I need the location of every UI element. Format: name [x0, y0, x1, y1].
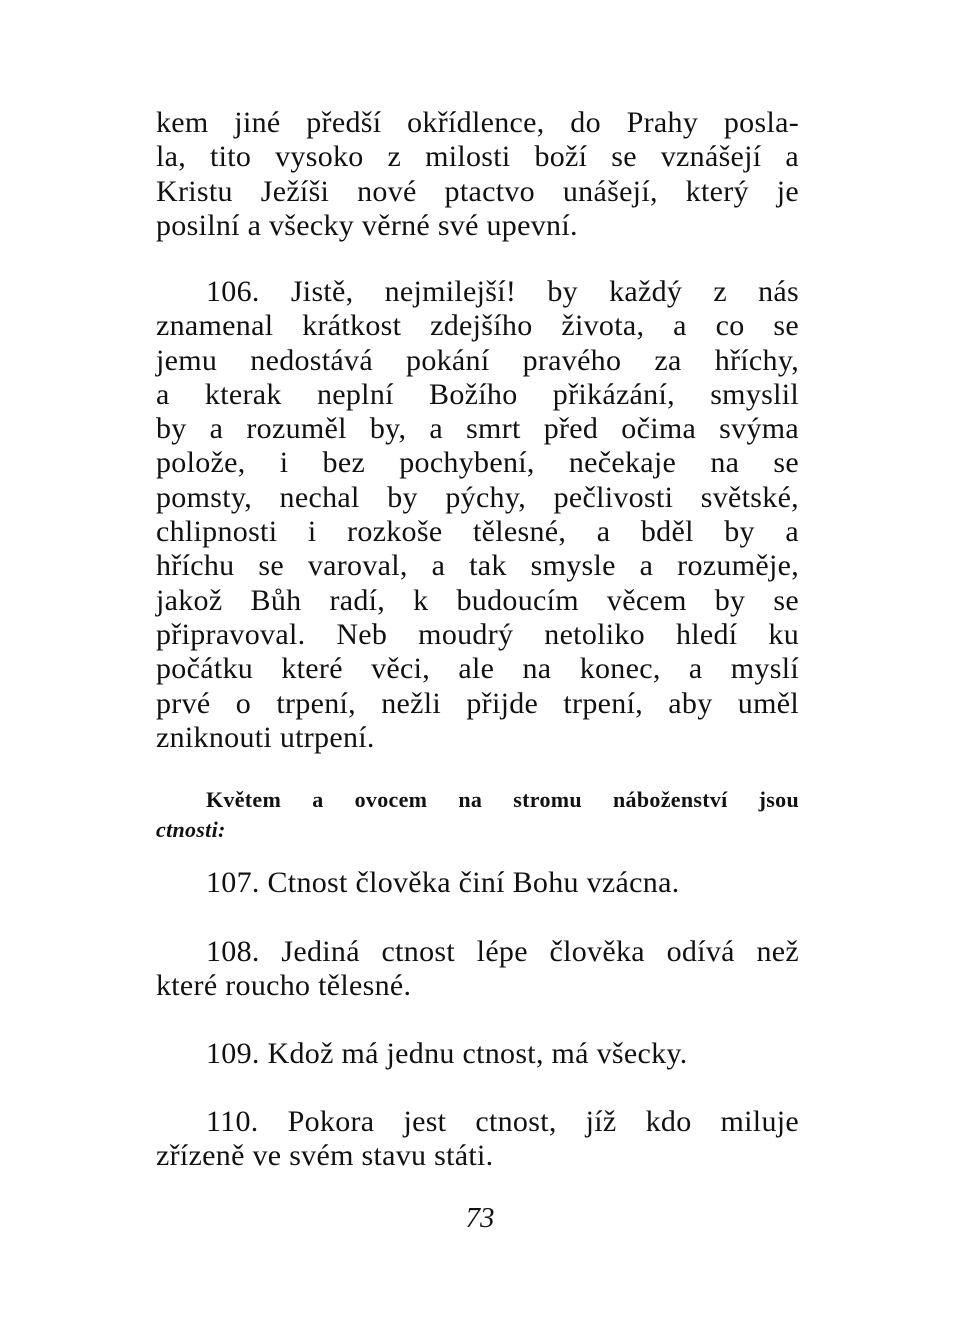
heading-line: Květem a ovocem na stromu náboženství jsou — [206, 787, 799, 812]
heading-line-italic: ctnosti: — [156, 817, 226, 842]
text-line: polože, i bez pochybení, nečekaje na se — [156, 446, 799, 480]
text-line: 110. Pokora jest ctnost, jíž kdo miluje — [206, 1105, 799, 1138]
paragraph-110 — [156, 1105, 799, 1174]
text-line: a kterak neplní Božího přikázání, smyslil — [156, 377, 799, 411]
section-heading — [156, 785, 799, 845]
opening-paragraph — [156, 106, 799, 243]
text-line: 108. Jediná ctnost lépe člověka odívá než — [206, 935, 799, 968]
text-line: 106. Jistě, nejmilejší! by každý z nás — [206, 275, 799, 308]
paragraph-107 — [156, 866, 799, 900]
text-line: 109. Kdož má jednu ctnost, má všecky. — [206, 1037, 688, 1070]
text-line: zniknouti utrpení. — [156, 720, 375, 754]
text-line: pomsty, nechal by pýchy, pečlivosti světské, — [156, 480, 799, 514]
text-line: 107. Ctnost člověka činí Bohu vzácna. — [206, 866, 680, 899]
paragraph-106 — [156, 275, 799, 755]
text-line: chlipnosti i rozkoše tělesné, a bděl by a — [156, 515, 799, 549]
text-line: počátku které věci, ale na konec, a myslí — [156, 652, 799, 686]
text-line: jemu nedostává pokání pravého za hříchy, — [156, 343, 799, 377]
text-line: kem jiné předší okřídlence, do Prahy posla- — [156, 106, 799, 139]
text-line: zřízeně ve svém stavu státi. — [156, 1139, 494, 1173]
text-line: které roucho tělesné. — [156, 969, 412, 1003]
text-line: jakož Bůh radí, k budoucím věcem by se — [156, 583, 799, 617]
text-line: prvé o trpení, nežli přijde trpení, aby uměl — [156, 686, 799, 720]
paragraph-108 — [156, 935, 799, 1004]
text-line: posilní a všecky věrné své upevní. — [156, 208, 578, 242]
text-line: la, tito vysoko z milosti boží se vznášejí a — [156, 140, 799, 174]
page-number: 73 — [465, 1202, 495, 1234]
text-line: hříchu se varoval, a tak smysle a rozuměje, — [156, 549, 799, 583]
paragraph-109 — [156, 1037, 799, 1071]
text-line: připravoval. Neb moudrý netoliko hledí ku — [156, 617, 799, 651]
text-line: by a rozuměl by, a smrt před očima svýma — [156, 412, 799, 446]
text-line: Kristu Ježíši nové ptactvo unášejí, který je — [156, 174, 799, 208]
text-line: znamenal krátkost zdejšího života, a co se — [156, 309, 799, 343]
